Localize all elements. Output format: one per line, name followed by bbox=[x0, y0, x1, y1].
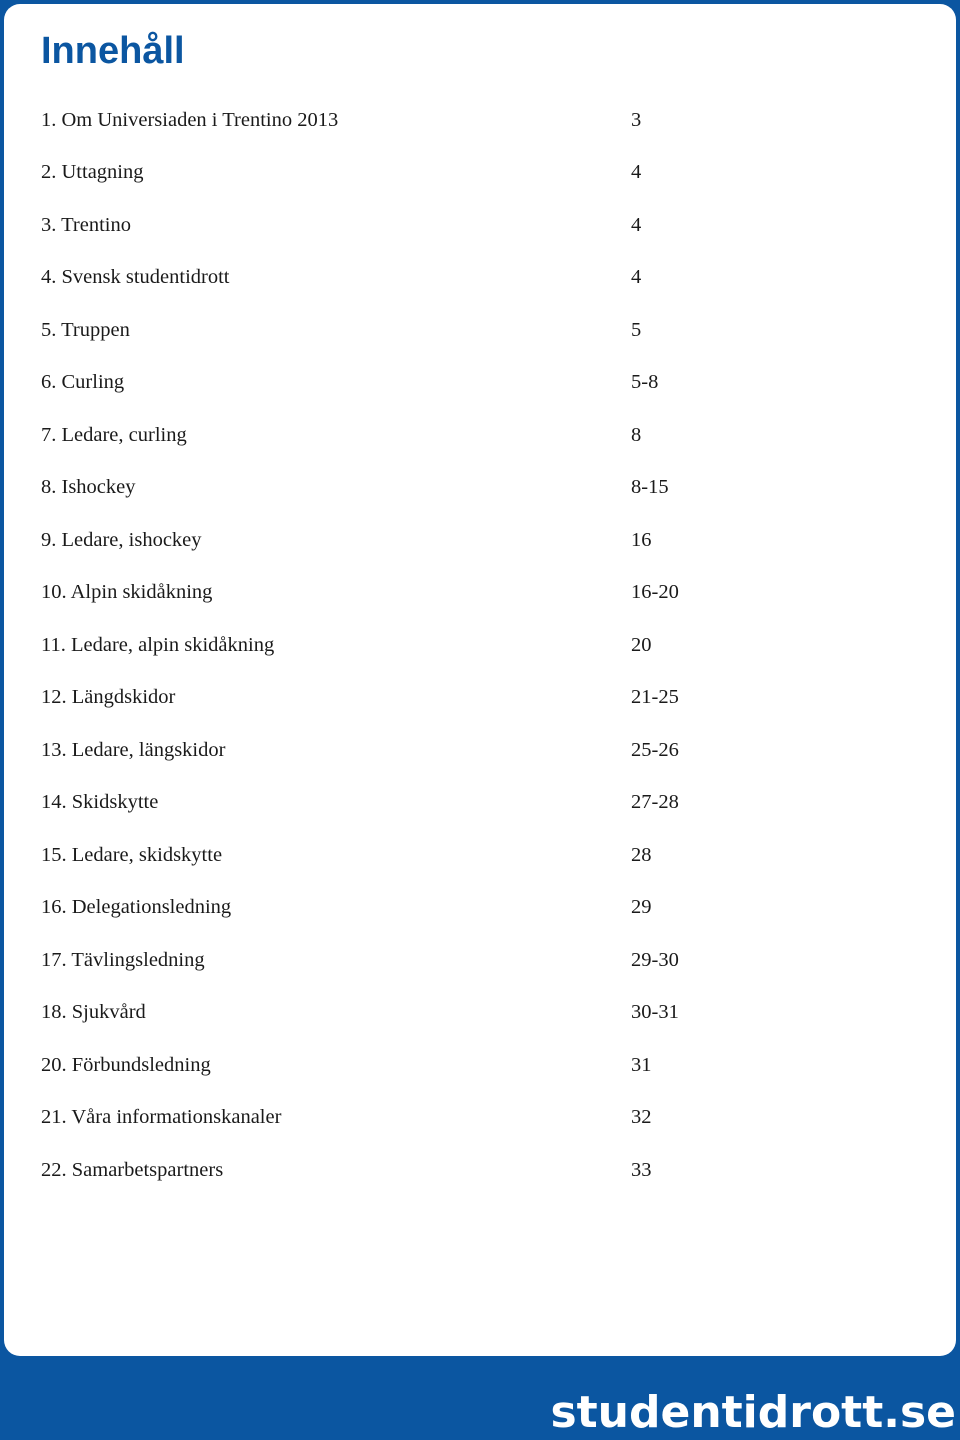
toc-entry bbox=[41, 1092, 741, 1145]
toc-entry bbox=[41, 724, 741, 777]
toc-entry bbox=[41, 409, 741, 462]
page-title: Innehåll bbox=[41, 30, 185, 72]
toc-entry bbox=[41, 462, 741, 515]
toc-entry-label: 12. Längdskidor bbox=[41, 686, 176, 709]
toc-entry-page: 25-26 bbox=[631, 738, 679, 761]
toc-entry-page: 31 bbox=[631, 1053, 652, 1076]
toc-entry bbox=[41, 882, 741, 935]
toc-entry-page: 5 bbox=[631, 318, 642, 341]
toc-entry-page: 5-8 bbox=[631, 371, 659, 394]
toc-entry-page: 29-30 bbox=[631, 948, 679, 971]
toc-entry-label: 4. Svensk studentidrott bbox=[41, 266, 230, 289]
toc-entry-label: 14. Skidskytte bbox=[41, 791, 159, 814]
toc-entry bbox=[41, 514, 741, 567]
toc-entry-page: 4 bbox=[631, 266, 642, 289]
toc-entry-page: 8 bbox=[631, 423, 642, 446]
toc-entry bbox=[41, 252, 741, 305]
toc-entry-label: 2. Uttagning bbox=[41, 161, 144, 184]
toc-entry-label: 18. Sjukvård bbox=[41, 1001, 146, 1024]
toc-entry-page: 32 bbox=[631, 1106, 652, 1129]
footer-website-url[interactable]: studentidrott.se bbox=[550, 1387, 956, 1439]
document-page bbox=[4, 4, 956, 1356]
toc-entry-label: 16. Delegationsledning bbox=[41, 896, 232, 919]
toc-entry-label: 9. Ledare, ishockey bbox=[41, 528, 202, 551]
toc-entry-label: 6. Curling bbox=[41, 371, 125, 394]
toc-entry-page: 4 bbox=[631, 161, 642, 184]
toc-entry-label: 20. Förbundsledning bbox=[41, 1053, 211, 1076]
toc-entry bbox=[41, 357, 741, 410]
toc-entry bbox=[41, 199, 741, 252]
toc-entry-page: 16-20 bbox=[631, 581, 679, 604]
table-of-contents bbox=[41, 94, 741, 1197]
toc-entry-label: 7. Ledare, curling bbox=[41, 423, 187, 446]
toc-entry bbox=[41, 94, 741, 147]
toc-entry bbox=[41, 829, 741, 882]
toc-entry bbox=[41, 987, 741, 1040]
toc-entry-page: 8-15 bbox=[631, 476, 669, 499]
toc-entry-label: 1. Om Universiaden i Trentino 2013 bbox=[41, 108, 339, 131]
toc-entry-page: 21-25 bbox=[631, 686, 679, 709]
toc-entry-page: 4 bbox=[631, 213, 642, 236]
toc-entry bbox=[41, 1144, 741, 1197]
toc-entry-label: 17. Tävlingsledning bbox=[41, 948, 205, 971]
toc-entry-page: 20 bbox=[631, 633, 652, 656]
toc-entry bbox=[41, 934, 741, 987]
toc-entry-label: 15. Ledare, skidskytte bbox=[41, 843, 223, 866]
toc-entry-page: 27-28 bbox=[631, 791, 679, 814]
toc-entry-label: 11. Ledare, alpin skidåkning bbox=[41, 633, 275, 656]
toc-entry-label: 8. Ishockey bbox=[41, 476, 136, 499]
toc-entry bbox=[41, 147, 741, 200]
toc-entry-label: 10. Alpin skidåkning bbox=[41, 581, 213, 604]
toc-entry-page: 28 bbox=[631, 843, 652, 866]
toc-entry-page: 3 bbox=[631, 108, 642, 131]
toc-entry-page: 30-31 bbox=[631, 1001, 679, 1024]
toc-entry-page: 33 bbox=[631, 1158, 652, 1181]
toc-entry bbox=[41, 619, 741, 672]
toc-entry-label: 21. Våra informationskanaler bbox=[41, 1106, 282, 1129]
toc-entry-page: 16 bbox=[631, 528, 652, 551]
toc-entry bbox=[41, 567, 741, 620]
toc-entry-label: 5. Truppen bbox=[41, 318, 130, 341]
toc-entry-label: 22. Samarbetspartners bbox=[41, 1158, 224, 1181]
toc-entry-page: 29 bbox=[631, 896, 652, 919]
toc-entry-label: 13. Ledare, längskidor bbox=[41, 738, 226, 761]
toc-entry bbox=[41, 672, 741, 725]
toc-entry-label: 3. Trentino bbox=[41, 213, 131, 236]
toc-entry bbox=[41, 304, 741, 357]
toc-entry bbox=[41, 1039, 741, 1092]
toc-entry bbox=[41, 777, 741, 830]
